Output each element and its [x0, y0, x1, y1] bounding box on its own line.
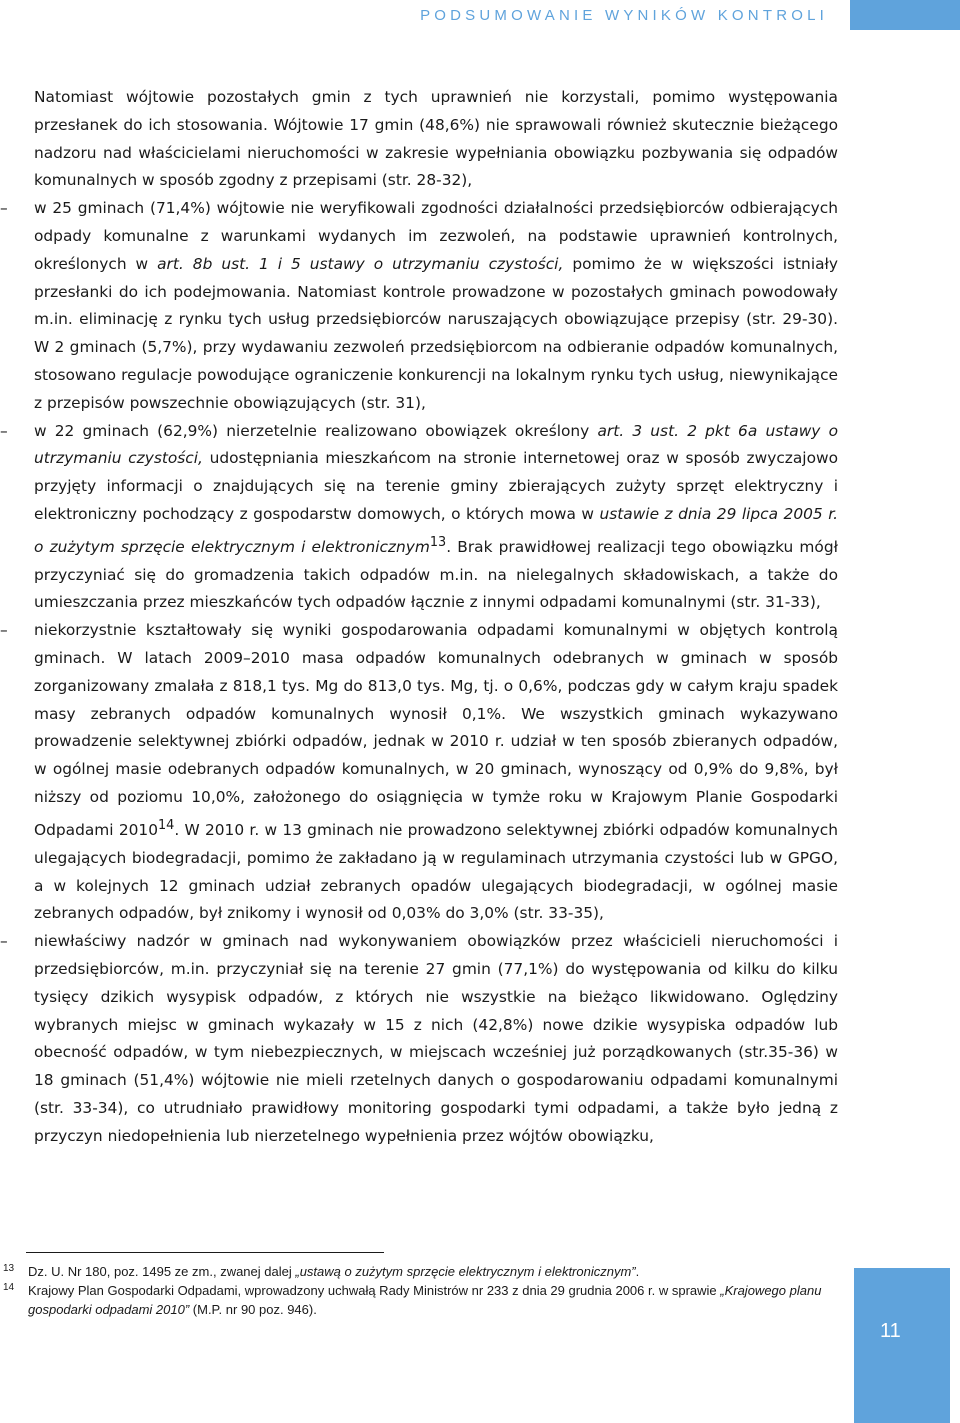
text-run: udostępniania mieszkańcom na stronie internetowej oraz w sposób zwyczajowo przyjęty informacji o znajdujących się na terenie gminy zbierających zużyty sprzęt elektryczny i elektroniczny pochodzący z gospodarstw domowych, o których mowa w: [34, 449, 838, 523]
list-item: [0, 617, 838, 928]
list-item: [0, 928, 838, 1150]
text-run: w 25 gminach (71,4%) wójtowie nie weryfikowali zgodności działalności przedsiębiorców odbierających odpady komunalne z warunkami wydanych im zezwoleń, na podstawie uprawnień kontrolnych, określonych w: [34, 199, 838, 273]
footnote-number: 13: [3, 1263, 15, 1274]
footnote-ref-14[interactable]: 14: [158, 817, 175, 833]
bullet-dash: –: [0, 421, 8, 440]
footnote-14: [0, 1281, 838, 1319]
text-run: pomimo że w większości istniały przesłanki do ich podejmowania. Natomiast kontrole prowadzone w pozostałych gminach powodowały m.in. eliminację z rynku tych usług przedsiębiorców naruszających obowiązujące przepisy (str. 29-30). W 2 gminach (5,7%), przy wydawaniu zezwoleń przedsiębiorcom na odbieranie odpadów komunalnych, stosowano regulacje powodujące ograniczenie konkurencji na lokalnym rynku tych usług, niewynikające z przepisów powszechnie obowiązujących (str. 31),: [34, 254, 839, 412]
bullet-dash: –: [0, 932, 8, 951]
text-run: . Brak prawidłowej realizacji tego obowiązku mógł przyczyniać się do gromadzenia takich odpadów m.in. na nielegalnych składowiskach, a także do umieszczania przez mieszkańców tych odpadów łącznie z innymi odpadami komunalnymi (str. 31-33),: [34, 537, 838, 612]
bullet-dash: –: [0, 199, 8, 218]
text-run: .: [635, 1264, 640, 1279]
list-item: [0, 418, 838, 618]
list-item: [0, 195, 839, 417]
text-run: . W 2010 r. w 13 gminach nie prowadzono selektywnej zbiórki odpadów komunalnych ulegających biodegradacji, pomimo że zakładano ją w regulaminach utrzymania czystości lub w GPGO, a w kolejnych 12 gminach udział zebranych opadów ulegających biodegradacji, w ogólnej masie zebranych odpadów, był znikomy i wynosił od 0,03% do 3,0% (str. 33-35),: [34, 820, 838, 923]
text-run: niekorzystnie kształtowały się wyniki gospodarowania odpadami komunalnymi w objętych kontrolą gminach. W latach 2009–2010 masa odpadów komunalnych odebranych w gminach w sposób zorganizowany zmalała z 818,1 tys. Mg do 813,0 tys. Mg, tj. o 0,6%, podczas gdy w całym kraju spadek masy zebranych odpadów komunalnych wynosił 0,1%. We wszystkich gminach wykazywano prowadzenie selektywnej zbiórki odpadów, jednak w 2010 r. udział w ten sposób zbieranych odpadów, w ogólnej masie odebranych odpadów komunalnych, w 20 gminach, wynoszący od 0,9% do 9,8%, był niższy od poziomu 10,0%, założonego do osiągnięcia w tymże roku w Krajowym Planie Gospodarki Odpadami 2010: [34, 621, 838, 839]
footnote-number: 14: [3, 1282, 15, 1293]
page-number-box: [854, 1268, 950, 1423]
italic-citation: ustawie z dnia 29 lipca 2005 r. o zużytym sprzęcie elektrycznym i elektronicznym: [34, 504, 838, 556]
italic-citation: „Krajowego planu gospodarki odpadami 2010”: [28, 1283, 822, 1317]
page-number: 11: [880, 1320, 901, 1342]
footnote-ref-13[interactable]: 13: [429, 534, 447, 550]
text-run: Dz. U. Nr 180, poz. 1495 ze zm., zwanej dalej: [28, 1264, 296, 1279]
header-accent-box: [850, 0, 960, 30]
text-run: (M.P. nr 90 poz. 946).: [189, 1302, 317, 1317]
italic-citation: art. 8b ust. 1 i 5 ustawy o utrzymaniu czystości,: [157, 254, 564, 273]
text-run: Krajowy Plan Gospodarki Odpadami, wprowadzony uchwałą Rady Ministrów nr 233 z dnia 29 grudnia 2006 r. w sprawie: [28, 1283, 721, 1298]
findings-list: [0, 195, 839, 1150]
footnote-divider: [26, 1252, 384, 1253]
footnotes: [0, 1262, 838, 1319]
running-header: PODSUMOWANIE WYNIKÓW KONTROLI: [420, 7, 828, 24]
footnote-13: [0, 1262, 838, 1281]
text-run: w 22 gminach (62,9%) nierzetelnie realizowano obowiązek określony: [34, 421, 598, 440]
bullet-dash: –: [0, 621, 8, 640]
italic-citation: „ustawą o zużytym sprzęcie elektrycznym i elektronicznym”: [295, 1264, 636, 1279]
text-run: niewłaściwy nadzór w gminach nad wykonywaniem obowiązków przez właścicieli nieruchomości i przedsiębiorców, m.in. przyczyniał się na terenie 27 gmin (77,1%) do występowania od kilku do kilku tysięcy dzikich wysypisk odpadów, z których nie wszystkie na bieżąco likwidowano. Oględziny wybranych miejsc w gminach wykazały w 15 z nich (42,8%) nowe dzikie wysypiska odpadów lub obecność odpadów, w tym niebezpiecznych, w miejscach wcześniej już porządkowanych (str.35-36) w 18 gminach (51,4%) wójtowie nie mieli rzetelnych danych o gospodarowaniu odpadami komunalnymi (str. 33-34), co utrudniało prawidłowy monitoring gospodarki tymi odpadami, a także było jedną z przyczyn niedopełnienia lub nierzetelnego wypełnienia przez wójtów obowiązku,: [34, 932, 838, 1145]
main-text: [0, 84, 839, 1151]
intro-paragraph: Natomiast wójtowie pozostałych gmin z tych uprawnień nie korzystali, pomimo występowania przesłanek do ich stosowania. Wójtowie 17 gmin (48,6%) nie sprawowali również skutecznie bieżącego nadzoru nad właścicielami nieruchomości w zakresie wypełniania obowiązku pozbywania się odpadów komunalnych w sposób zgodny z przepisami (str. 28-32),: [34, 88, 838, 190]
italic-citation: art. 3 ust. 2 pkt 6a ustawy o utrzymaniu czystości,: [34, 421, 838, 468]
